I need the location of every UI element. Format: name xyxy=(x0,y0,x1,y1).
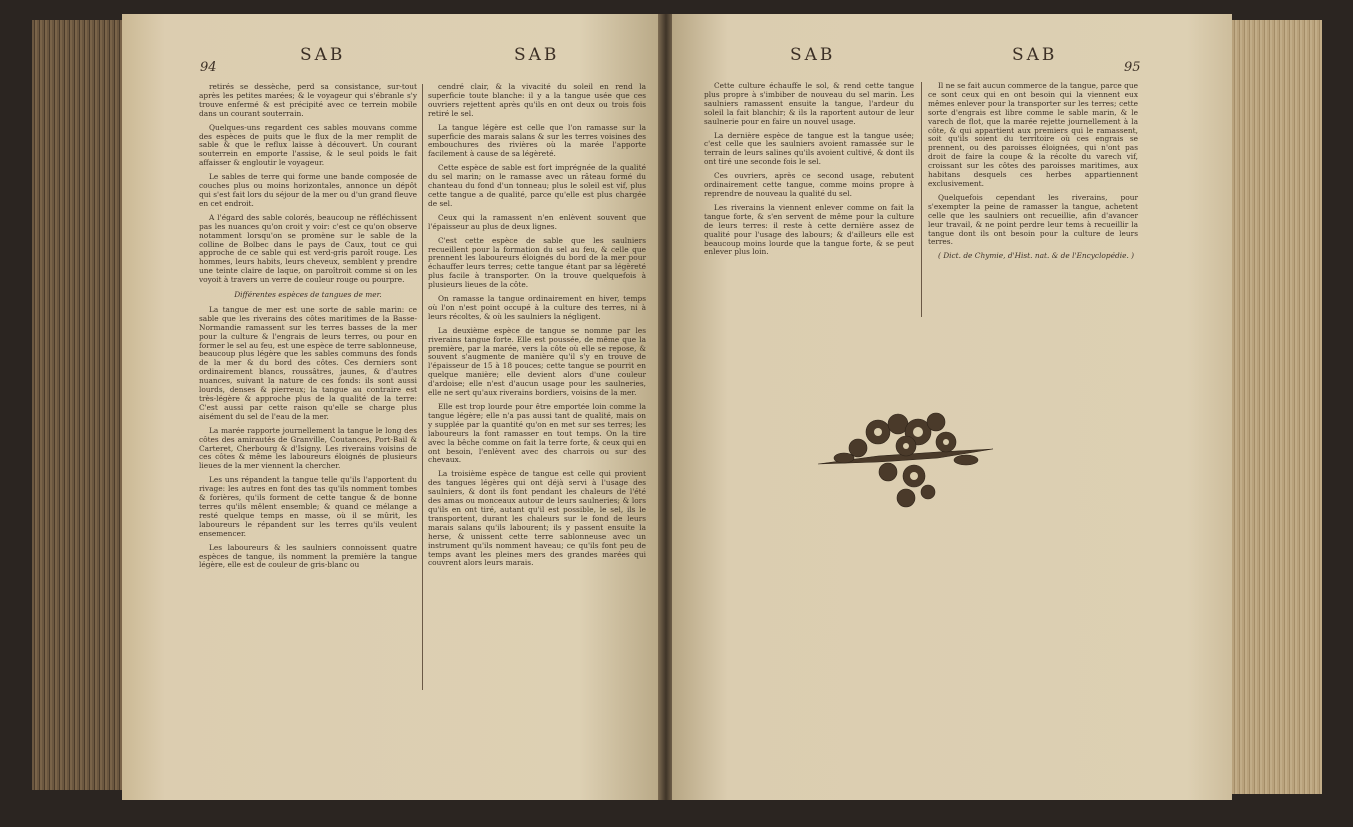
paragraph: Cette culture échauffe le sol, & rend cette tangue plus propre à s'imbiber de nouveau du sel marin. Les saulniers ramassent ensuite la tangue, l'ardeur du soleil la fait blanchir; & ils la raportent autour de leur saulnerie pour en faire un nouvel usage. xyxy=(704,81,914,126)
left-page-header: SAB xyxy=(300,45,346,65)
paragraph: Le sables de terre qui forme une bande composée de couches plus ou moins horizontales, annonce un dépôt qui s'est fait lors du séjour de la mer ou d'un grand fleuve en cet endroit. xyxy=(199,172,417,208)
right-page-edges xyxy=(1232,20,1322,794)
paragraph: Les laboureurs & les saulniers connoissent quatre espèces de tangue, ils nomment la première la tangue légère, elle est de couleur de gris-blanc ou xyxy=(199,542,417,570)
right-page-column-1 xyxy=(704,82,914,262)
right-page-header-col2: SAB xyxy=(1012,45,1058,65)
left-page-column-2 xyxy=(428,83,646,573)
left-page-edges xyxy=(32,20,124,790)
paragraph: La troisième espèce de tangue est celle qui provient des tangues légères qui ont déjà servi à l'usage des saulniers, & dont ils font pendant les chaleurs de l'été des amas ou monceaux autour de leurs saulneries; & lors qu'ils en ont tiré, autant qu'il est possible, le sel, ils le transportent, durant les chaleurs sur le fond de leurs marais salans qu'ils labourent; ils y passent ensuite la herse, & unissent cette terre sablonneuse avec un instrument qu'ils nomment haveau; ce qu'ils font peu de temps avant les pleines mers des grandes marées qui couvrent alors leurs marais. xyxy=(428,469,646,568)
section-heading: Différentes espèces de tangues de mer. xyxy=(234,290,382,300)
paragraph: Cette espèce de sable est fort imprégnée de la qualité du sel marin; on le ramasse avec un râteau formé du chanteau du fond d'un tonneau; plus le soleil est vif, plus cette tangue a de qualité, parce qu'elle est plus chargée de sel. xyxy=(428,163,646,208)
paragraph: La deuxième espèce de tangue se nomme par les riverains tangue forte. Elle est poussée, de même que la première, par la marée, vers la côte où elle se repose, & souvent s'augmente de manière qu'il s'y en trouve de l'épaisseur de 15 à 18 pouces; cette tangue se pourrit en quelque manière; elle devient alors d'une couleur d'ardoise; elle n'est d'aucun usage pour les saulneries, elle ne sert qu'aux riverains bordiers, voisins de la mer. xyxy=(428,325,646,398)
paragraph: Ces ouvriers, après ce second usage, rebutent ordinairement cette tangue, comme moins propre à reprendre de nouveau la qualité du sel. xyxy=(704,171,914,198)
paragraph: C'est cette espèce de sable que les saulniers recueillent pour la formation du sel au feu, & celle que prennent les laboureurs éloignés du bord de la mer pour échauffer leurs terres; cette tangue étant par sa légèreté plus facile à transporter. On la trouve quelquefois à plusieurs lieues de la côte. xyxy=(428,235,646,290)
right-column-rule xyxy=(921,82,922,317)
left-column-rule xyxy=(422,84,423,690)
paragraph: La tangue de mer est une sorte de sable marin: ce sable que les riverains des côtes maritimes de la Basse-Normandie ramassent sur les terres basses de la mer pour la culture & l'engrais de leurs terres, ou pour en former le sel au feu, est une espèce de terre sablonneuse, beaucoup plus légère que les sables communs des fonds de la mer & du bord des côtes. Ces derniers sont ordinairement blancs, roussâtres, jaunes, & d'autres nuances, suivant la nature de ces fonds: ils sont aussi lourds, denses & pierreux; la tangue au contraire est très-légère & approche plus de la qualité de la terre: C'est aussi par cette raison qu'elle se charge plus aisément du sel de l'eau de la mer. xyxy=(199,304,417,421)
left-page-number: 94 xyxy=(200,60,217,75)
right-page-column-2 xyxy=(928,82,1138,266)
left-page-column-1 xyxy=(199,83,417,575)
paragraph: On ramasse la tangue ordinairement en hiver, temps où l'on n'est point occupé à la culture des terres, ni à leurs récoltes, & où les saulniers la négligent. xyxy=(428,294,646,321)
paragraph: Quelques-uns regardent ces sables mouvans comme des espèces de puits que le flux de la mer remplit de sable & que le reflux laisse à découvert. Un courant souterrein en emporte l'assise, & le seul poids le fait affaisser & engloutir le voyageur. xyxy=(199,122,417,168)
right-page-header: SAB xyxy=(790,45,836,65)
paragraph: Ceux qui la ramassent n'en enlèvent souvent que l'épaisseur au plus de deux lignes. xyxy=(428,212,646,231)
left-page-header-col2: SAB xyxy=(514,45,560,65)
paragraph: La dernière espèce de tangue est la tangue usée; c'est celle que les saulniers avoient ramassée sur le terrain de leurs salines qu'ils avoient cultivé, & dont ils ont tiré une seconde fois le sel. xyxy=(704,130,914,167)
paragraph: La tangue légère est celle que l'on ramasse sur la superficie des marais salans & sur les terres voisines des embouchures des rivières où la marée l'apporte facilement à cause de sa légèreté. xyxy=(428,122,646,159)
paragraph: Quelquefois cependant les riverains, pour s'exempter la peine de ramasser la tangue, achetent celle que les saulniers ont recueillie, afin d'avancer leur travail, & ne point perdre leur tems à recueillir la tangue dont ils ont besoin pour la culture de leurs terres. xyxy=(928,192,1138,247)
paragraph: retirés se dessèche, perd sa consistance, sur-tout après les petites marées; & le voyageur qui s'ébranle s'y trouve enfermé & est précipité avec ce terrein mobile dans un courant souterrain. xyxy=(199,82,417,118)
paragraph: La marée rapporte journellement la tangue le long des côtes des amirautés de Granville, Coutances, Port-Bail & Carteret, Cherbourg & d'Isigny. Les riverains voisins de ces côtes & même les laboureurs éloignés de plusieurs lieues de la mer viennent la chercher. xyxy=(199,425,417,471)
paragraph: Les uns répandent la tangue telle qu'ils l'apportent du rivage: les autres en font des tas qu'ils nomment tombes & forières, qu'ils forment de cette tangue & de bonne terres qu'ils mêlent ensemble; & quand ce mélange a resté quelque temps en masse, où il se mûrit, les laboureurs le répandent sur les terres qu'ils veulent ensemencer. xyxy=(199,475,417,538)
paragraph: A l'égard des sable colorés, beaucoup ne réfléchissent pas les nuances qu'on croit y voir: c'est ce qu'on observe notamment lorsqu'on se promène sur le sable de la colline de Bolbec dans le pays de Caux, tout ce qui approche de ce sable qui est verd-gris paroît rouge. Les hommes, leurs habits, leurs cheveux, semblent y prendre une teinte claire de laque, on paroîtroit comme si on les voyoit à travers un verre de couleur rouge ou pourpre. xyxy=(199,212,417,285)
floral-ornament-icon xyxy=(818,402,998,520)
paragraph: Les riverains la viennent enlever comme on fait la tangue forte, & s'en servent de même pour la culture de leurs terres: il reste à cette dernière assez de qualité pour l'usage des labours; & d'ailleurs elle est beaucoup moins lourde que la tangue forte, & se peut enlever plus loin. xyxy=(704,202,914,257)
citation: ( Dict. de Chymie, d'Hist. nat. & de l'Encyclopédie. ) xyxy=(938,251,1135,261)
paragraph: cendré clair, & la vivacité du soleil en rend la superficie toute blanche: il y a la tangue usée que ces ouvriers rejettent après qu'ils en ont deux ou trois fois retiré le sel. xyxy=(428,82,646,118)
paragraph: Elle est trop lourde pour être emportée loin comme la tangue légère; elle n'a pas aussi tant de qualité, mais on y supplée par la quantité qu'on en met sur ses terres; les laboureurs la font ramasser en tout temps. On la tire avec la bêche comme on fait la terre forte, & ceux qui en ont besoin, l'enlèvent avec des charrois ou sur des chevaux. xyxy=(428,402,646,465)
right-page-number: 95 xyxy=(1124,60,1141,75)
paragraph: Il ne se fait aucun commerce de la tangue, parce que ce sont ceux qui en ont besoin qui la viennent eux mêmes enlever pour la transporter sur les terres; cette sorte d'engrais est libre comme le sable marin, & le varech de flot, que la marée rejette journellement à la côte, & qui appartient aux premiers qui le ramassent, soit qu'ils soient du territoire où ces engrais se prennent, ou des paroisses éloignées, qui n'ont pas droit de faire la coupe & la récolte du varech vif, croissant sur les côtes des paroisses maritimes, aux habitans desquels ces herbes appartiennent exclusivement. xyxy=(928,81,1138,188)
